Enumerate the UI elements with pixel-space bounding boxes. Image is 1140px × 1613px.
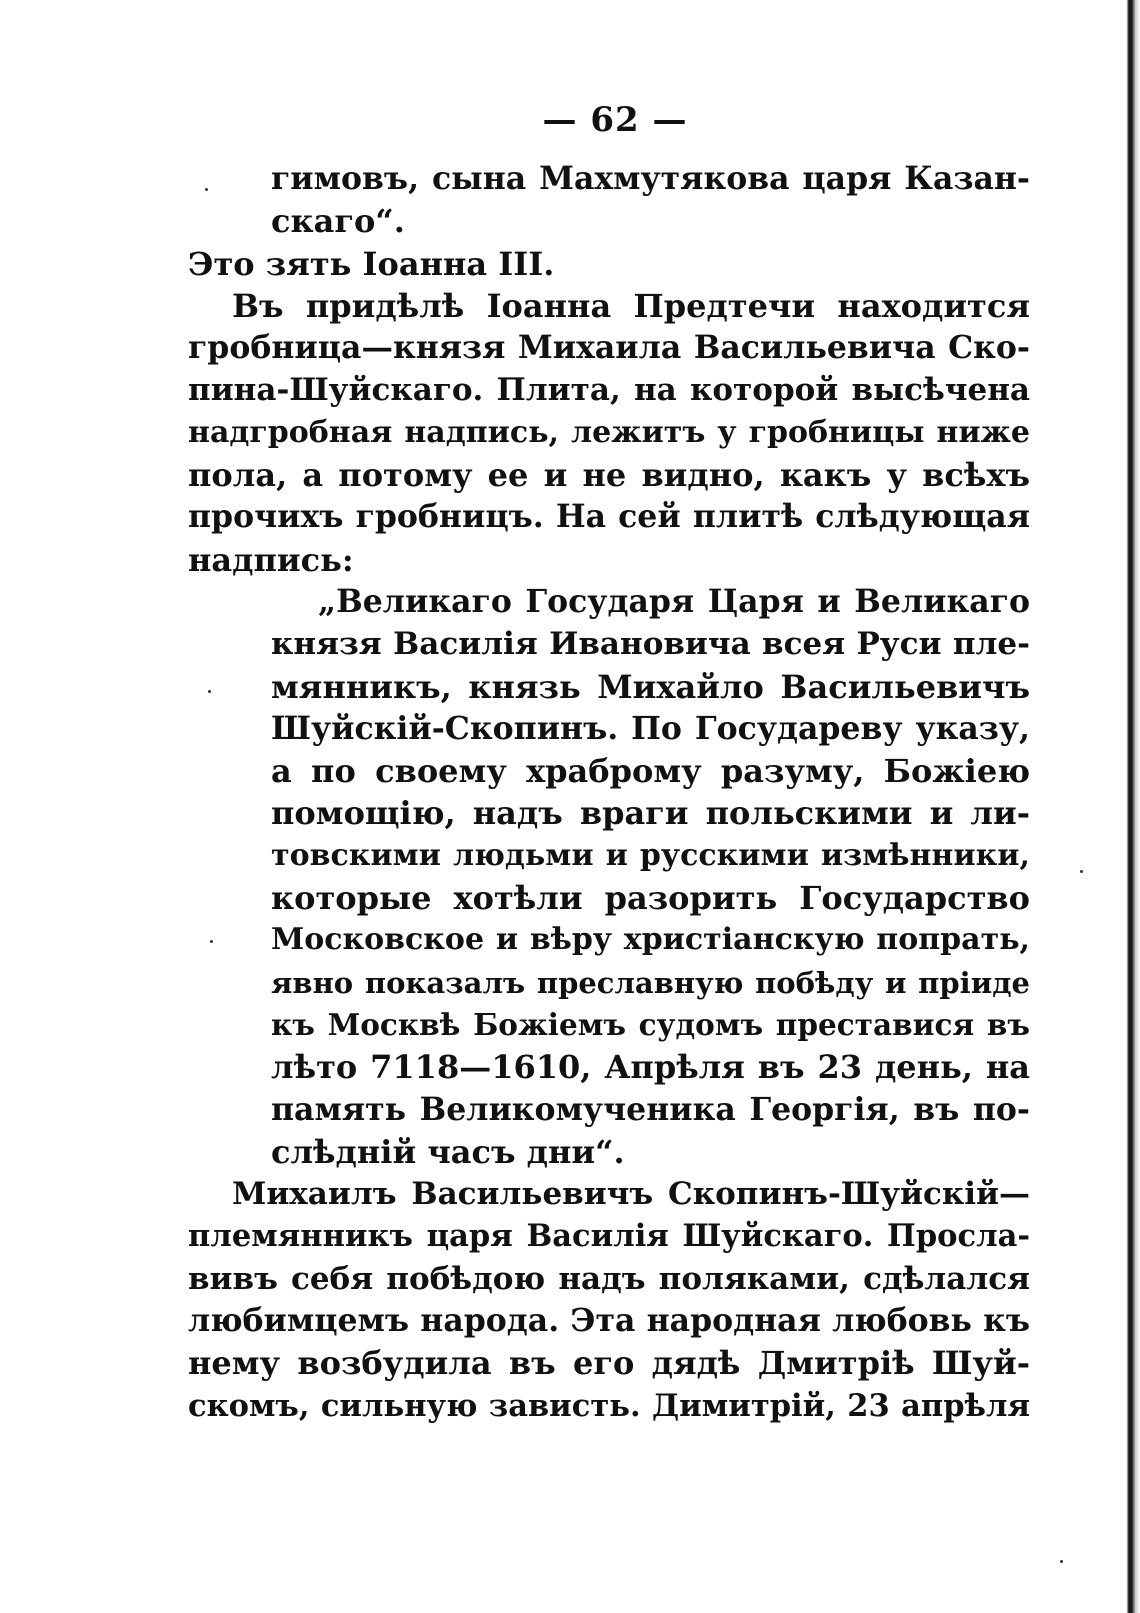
text-line: помощію, надъ враги польскими и ли- bbox=[271, 794, 1030, 833]
print-speck bbox=[1060, 1560, 1063, 1563]
print-speck bbox=[205, 188, 208, 191]
text-line: князя Василія Ивановича всея Руси пле- bbox=[271, 626, 1030, 663]
text-line: а по своему храброму разуму, Божіею bbox=[271, 752, 1030, 791]
text-line: „Великаго Государя Царя и Великаго bbox=[318, 582, 1030, 620]
text-line: лѣто 7118—1610, Апрѣля въ 23 день, на bbox=[271, 1048, 1030, 1087]
text-line: гробница—князя Михаила Васильевича Ско- bbox=[188, 329, 1030, 367]
text-line: мянникъ, князь Михайло Васильевичъ bbox=[271, 667, 1030, 706]
page-edge-shadow bbox=[1110, 0, 1140, 1613]
text-line: надгробная надпись, лежитъ у гробницы ниже bbox=[188, 414, 1030, 450]
text-line: товскими людьми и русскими измѣнники, bbox=[271, 837, 1030, 873]
text-line: память Великомученика Георгія, въ по- bbox=[271, 1090, 1030, 1128]
text-line: которые хотѣли разорить Государство bbox=[271, 879, 1030, 918]
text-line: Шуйскій-Скопинъ. По Государеву указу, bbox=[271, 709, 1030, 747]
text-line: вивъ себя побѣдою надъ поляками, сдѣлался bbox=[188, 1260, 1030, 1297]
text-line: надпись: bbox=[188, 540, 354, 579]
text-line: Московское и вѣру христіанскую попрать, bbox=[271, 922, 1030, 958]
text-line: нему возбудила въ его дядѣ Дмитріѣ Шуй- bbox=[188, 1344, 1030, 1383]
print-speck bbox=[1080, 870, 1083, 873]
text-line: скаго“. bbox=[271, 202, 405, 241]
body-text bbox=[188, 158, 1030, 1427]
text-line: пола, а потому ее и не видно, какъ у всѣхъ bbox=[188, 456, 1030, 495]
text-line: пина-Шуйскаго. Плита, на которой высѣчена bbox=[188, 372, 1030, 409]
print-speck bbox=[210, 940, 213, 943]
text-line: прочихъ гробницъ. На сей плитѣ слѣдующая bbox=[188, 498, 1030, 536]
page-number: — 62 — bbox=[542, 100, 688, 140]
text-line: племянникъ царя Василія Шуйскаго. Просла- bbox=[188, 1218, 1030, 1255]
print-speck bbox=[208, 690, 211, 693]
text-line: скомъ, сильную зависть. Димитрій, 23 апрѣля bbox=[188, 1387, 1030, 1424]
text-line: Это зять Іоанна III. bbox=[188, 244, 555, 283]
text-line: Въ придѣлѣ Іоанна Предтечи находится bbox=[232, 286, 1030, 325]
text-line: гимовъ, сына Махмутякова царя Казан- bbox=[271, 160, 1030, 197]
text-line: къ Москвѣ Божіемъ судомъ преставися въ bbox=[271, 1006, 1030, 1042]
text-line: явно показалъ преславную побѣду и пріиде bbox=[271, 965, 1030, 1000]
text-line: любимцемъ народа. Эта народная любовь къ bbox=[188, 1302, 1030, 1340]
text-line: слѣдній часъ дни“. bbox=[271, 1132, 625, 1171]
text-line: Михаилъ Васильевичъ Скопинъ-Шуйскій— bbox=[232, 1176, 1030, 1213]
